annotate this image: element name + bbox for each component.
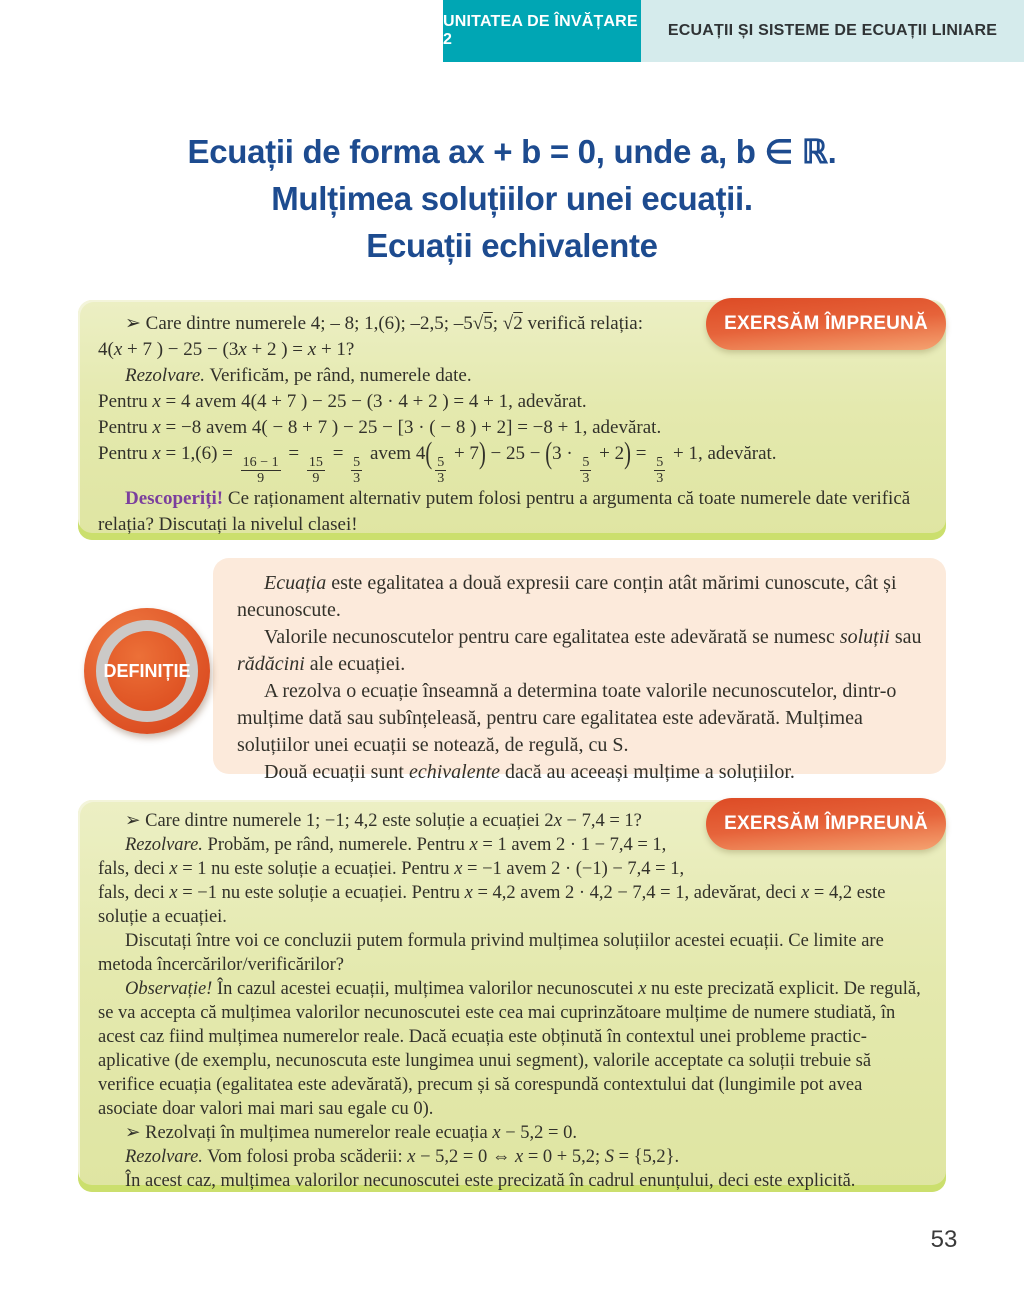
text-line: Valorile necunoscutelor pentru care egalitatea este adevărată se numesc soluții sau rădăcini ale ecuației. xyxy=(237,626,922,675)
chapter-header-tab xyxy=(641,0,1024,62)
lesson-title xyxy=(0,128,1024,269)
page-number: 53 xyxy=(930,1226,958,1253)
fraction: $\frac{5}{3}$ xyxy=(582,454,590,486)
fraction: $\frac{15}{9}$ xyxy=(308,454,323,486)
text-line: Rezolvare. Verificăm, pe rând, numerele date. xyxy=(125,365,472,386)
text-line: Ecuația este egalitatea a două expresii care conțin atât mărimi cunoscute, cât și necunoscute. xyxy=(237,572,897,621)
text-line: A rezolva o ecuație înseamnă a determina toate valorile necunoscutelor, dintr-o mulțime dată sau subînțeleasă, pentru care egalitatea este adevărată. Mulțimea soluțiilor unei ecuații se notează, de regulă, cu S. xyxy=(237,680,897,756)
text-line: Pentru x = 1,(6) = $\frac{16 - 1}{9}$ = $\frac{15}{9}$ = $\frac{5}{3}$ avem 4( $\frac{5}{3}$ + 7) − 25 − (3 · $\frac{5}{3}$ + 2) = $\frac{5}{3}$ + 1, adevărat. xyxy=(98,437,777,486)
text-line: Descoperiți! Ce raționament alternativ putem folosi pentru a argumenta că toate numerele date verifică relația? Discutați la nivelul clasei! xyxy=(98,487,911,535)
unit-header-tab xyxy=(443,0,641,62)
definitie-badge-ring xyxy=(96,620,198,722)
exercise-box-1 xyxy=(78,300,946,540)
text-line: Pentru x = −8 avem 4( − 8 + 7 ) − 25 − [3 · ( − 8 ) + 2] = −8 + 1, adevărat. xyxy=(98,417,662,438)
text-line: Discutați între voi ce concluzii putem formula privind mulțimea soluțiilor acestei ecuații. Ce limite are metoda încercărilor/verificărilor? xyxy=(98,931,884,975)
exercise-box-2 xyxy=(78,800,946,1192)
definition-box xyxy=(213,558,946,783)
fraction: $\frac{5}{3}$ xyxy=(656,454,664,486)
fraction: $\frac{16 - 1}{9}$ xyxy=(242,454,279,486)
lesson-title-line-1: Ecuații de forma ax + b = 0, unde a, b ∈ ℝ. xyxy=(187,133,837,170)
text-line: ➢ Rezolvați în mulțimea numerelor reale ecuația x − 5,2 = 0. xyxy=(125,1123,577,1143)
unit-header-label: UNITATEA DE ÎNVĂȚARE 2 xyxy=(443,13,638,48)
definitie-badge-label: DEFINIȚIE xyxy=(103,660,191,681)
text-line: În acest caz, mulțimea valorilor necunoscutei este precizată în cadrul enunțului, deci este explicită. xyxy=(125,1171,856,1191)
badge-wrap-spacer xyxy=(698,809,926,861)
text-line: Două ecuații sunt echivalente dacă au aceeași mulțime a soluțiilor. xyxy=(264,761,795,783)
text-line: Pentru x = 4 avem 4(4 + 7 ) − 25 − (3 · 4 + 2 ) = 4 + 1, adevărat. xyxy=(98,391,587,412)
text-line: ➢ Care dintre numerele 1; −1; 4,2 este soluție a ecuației 2x − 7,4 = 1? xyxy=(125,811,642,831)
text-line: Rezolvare. Probăm, pe rând, numerele. Pentru x = 1 avem 2 · 1 − 7,4 = 1, fals, deci x = 1 nu este soluție a ecuației. Pentru x = −1 avem 2 · (−1) − 7,4 = 1, fals, deci x = −1 nu este soluție a ecuației. Pentru x = 4,2 avem 2 · 4,2 − 7,4 = 1, adevărat, deci x = 4,2 este soluție a ecuației. xyxy=(98,835,886,927)
text-line: Rezolvare. Vom folosi proba scăderii: x − 5,2 = 0 ⇔ x = 0 + 5,2; S = {5,2}. xyxy=(125,1147,680,1167)
definitie-badge xyxy=(84,608,210,734)
fraction: $\frac{5}{3}$ xyxy=(437,454,445,486)
exersam-impreuna-label-1: EXERSĂM ÎMPREUNĂ xyxy=(724,313,928,334)
text-line: Observație! În cazul acestei ecuații, mulțimea valorilor necunoscutei x nu este precizată explicit. De regulă, se va accepta că mulțimea valorilor necunoscutei este cea mai cuprinzătoare mulțime de numere studiată, în acest caz fiind mulțimea numerelor reale. Dacă ecuația este obținută în contextul unei probleme practic-aplicative (de exemplu, necunoscuta este lungimea unui segment), valorile acceptate ca soluții trebuie să verifice ecuația (egalitatea este adevărată), precum și să corespundă contextului dat (lungimile pot avea asociate doar valori mai mari sau egale cu 0). xyxy=(98,979,921,1119)
exercise-box-2-content xyxy=(78,800,946,1193)
exercise-box-1-content xyxy=(78,300,946,538)
lesson-title-line-3: Ecuații echivalente xyxy=(366,227,658,264)
exersam-impreuna-label-2: EXERSĂM ÎMPREUNĂ xyxy=(724,813,928,834)
text-line: ➢ Care dintre numerele 4; – 8; 1,(6); –2,5; –5√5; √2 verifică relația: xyxy=(125,313,643,334)
text-line: 4(x + 7 ) − 25 − (3x + 2 ) = x + 1? xyxy=(98,339,355,360)
chapter-header-label: ECUAȚII ȘI SISTEME DE ECUAȚII LINIARE xyxy=(667,22,998,39)
fraction: $\frac{5}{3}$ xyxy=(353,454,361,486)
lesson-title-line-2: Mulțimea soluțiilor unei ecuații. xyxy=(271,180,753,217)
